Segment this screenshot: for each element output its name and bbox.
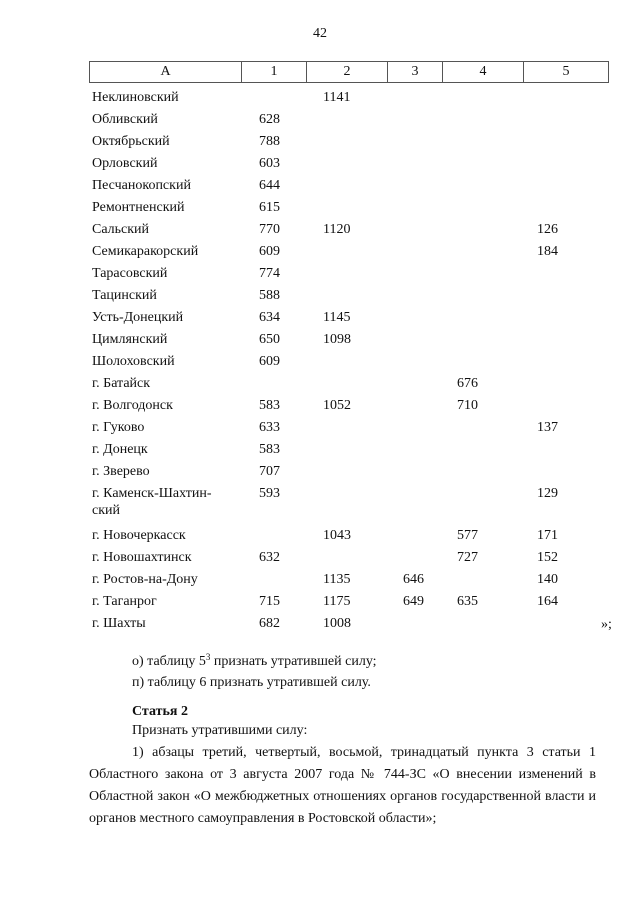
value-cell-col-1: 583 — [259, 398, 280, 413]
article-heading: Статья 2 — [132, 704, 188, 719]
value-cell-col-2: 1043 — [323, 528, 351, 543]
value-cell-col-1: 682 — [259, 616, 280, 631]
value-cell-col-1: 609 — [259, 354, 280, 369]
table-row — [89, 353, 602, 375]
value-cell-col-1: 609 — [259, 244, 280, 259]
value-cell-col-4 — [438, 265, 518, 287]
value-cell-col-4 — [438, 353, 518, 375]
table-row — [89, 287, 602, 309]
table-row — [89, 463, 602, 485]
value-cell-col-4 — [438, 243, 518, 265]
value-cell-col-5: 184 — [537, 244, 558, 259]
value-cell-col-4 — [438, 133, 518, 155]
value-cell-col-5 — [518, 397, 602, 419]
column-header-4: 4 — [443, 62, 524, 83]
value-cell-col-4 — [438, 615, 518, 637]
district-name-cell: Цимлянский — [92, 332, 168, 347]
value-cell-col-2: 1175 — [323, 594, 351, 609]
value-cell-col-1: 583 — [259, 442, 280, 457]
table-row — [89, 615, 602, 637]
value-cell-col-1: 633 — [259, 420, 280, 435]
value-cell-col-1 — [240, 375, 304, 397]
value-cell-col-3 — [384, 243, 438, 265]
table-row — [89, 375, 602, 397]
table-row — [89, 177, 602, 199]
district-name-cell: г. Зверево — [92, 464, 150, 479]
district-name-cell: Обливский — [92, 112, 158, 127]
item-o-prefix: о) таблицу 5 — [132, 654, 206, 669]
value-cell-col-2 — [304, 133, 384, 155]
column-header-5: 5 — [524, 62, 609, 83]
column-header-1: 1 — [242, 62, 307, 83]
value-cell-col-2 — [304, 419, 384, 441]
value-cell-col-3 — [384, 155, 438, 177]
value-cell-col-3 — [384, 485, 438, 527]
value-cell-col-5 — [518, 111, 602, 133]
value-cell-col-3: 646 — [403, 572, 424, 587]
district-name-cell: Семикаракорский — [92, 244, 199, 259]
value-cell-col-3 — [384, 111, 438, 133]
value-cell-col-1: 774 — [259, 266, 280, 281]
value-cell-col-5: 140 — [537, 572, 558, 587]
district-name-cell: Октябрьский — [92, 134, 170, 149]
district-name-cell: Шолоховский — [92, 354, 175, 369]
value-cell-col-2 — [304, 155, 384, 177]
table-row — [89, 133, 602, 155]
table-row — [89, 265, 602, 287]
value-cell-col-2 — [304, 485, 384, 527]
value-cell-col-5 — [518, 309, 602, 331]
column-header-3: 3 — [388, 62, 443, 83]
value-cell-col-2 — [304, 287, 384, 309]
value-cell-col-5 — [518, 133, 602, 155]
value-cell-col-2 — [304, 199, 384, 221]
value-cell-col-4 — [438, 331, 518, 353]
value-cell-col-4 — [438, 221, 518, 243]
table-row — [89, 155, 602, 177]
value-cell-col-2 — [304, 375, 384, 397]
value-cell-col-2: 1141 — [323, 90, 351, 105]
value-cell-col-4: 676 — [457, 376, 478, 391]
table-row — [89, 331, 602, 353]
value-cell-col-3 — [384, 375, 438, 397]
value-cell-col-5 — [518, 353, 602, 375]
district-name-cell: г. Ростов-на-Дону — [92, 572, 198, 587]
table-body — [89, 89, 602, 637]
table-row — [89, 221, 602, 243]
table-row — [89, 485, 602, 527]
value-cell-col-5 — [518, 265, 602, 287]
table-row — [89, 199, 602, 221]
value-cell-col-5 — [518, 177, 602, 199]
value-cell-col-3 — [384, 353, 438, 375]
table-row — [89, 593, 602, 615]
value-cell-col-1 — [240, 571, 304, 593]
district-name-cell: г. Батайск — [92, 376, 151, 391]
value-cell-col-5 — [518, 463, 602, 485]
district-name-cell: Неклиновский — [92, 90, 179, 105]
value-cell-col-5: 152 — [537, 550, 558, 565]
value-cell-col-5: 137 — [537, 420, 558, 435]
item-o-superscript: 3 — [205, 652, 211, 662]
district-name-cell: г. Донецк — [92, 442, 148, 457]
article-item-1: 1) абзацы третий, четвертый, восьмой, тринадцатый пункта 3 статьи 1 Областного закона от 3 августа 2007 года № 744-ЗС «О внесении изменений в Областной закон «О межбюджетных отношениях органов государственной власти и органов местного самоуправления в Ростовской области»; — [89, 745, 596, 826]
value-cell-col-4 — [438, 571, 518, 593]
value-cell-col-4 — [438, 199, 518, 221]
value-cell-col-3 — [384, 287, 438, 309]
value-cell-col-3 — [384, 549, 438, 571]
value-cell-col-2 — [304, 265, 384, 287]
table-row — [89, 397, 602, 419]
value-cell-col-3 — [384, 89, 438, 111]
value-cell-col-3 — [384, 221, 438, 243]
value-cell-col-2: 1120 — [323, 222, 351, 237]
value-cell-col-1: 634 — [259, 310, 280, 325]
value-cell-col-2 — [304, 111, 384, 133]
value-cell-col-1 — [240, 527, 304, 549]
value-cell-col-4 — [438, 419, 518, 441]
table-row — [89, 549, 602, 571]
district-name-cell: г. Каменск-Шахтин- ский — [92, 486, 212, 518]
value-cell-col-4 — [438, 177, 518, 199]
value-cell-col-3 — [384, 199, 438, 221]
value-cell-col-5 — [518, 155, 602, 177]
value-cell-col-5: 171 — [537, 528, 558, 543]
value-cell-col-1: 707 — [259, 464, 280, 479]
value-cell-col-5 — [518, 441, 602, 463]
district-name-cell: г. Гуково — [92, 420, 145, 435]
district-name-cell: Песчанокопский — [92, 178, 191, 193]
value-cell-col-3: 649 — [403, 594, 424, 609]
value-cell-col-4 — [438, 463, 518, 485]
district-name-cell: Тарасовский — [92, 266, 168, 281]
table-row — [89, 89, 602, 111]
value-cell-col-5: 129 — [537, 486, 558, 501]
value-cell-col-1: 628 — [259, 112, 280, 127]
value-cell-col-2 — [304, 441, 384, 463]
value-cell-col-5 — [518, 615, 602, 637]
data-table — [89, 89, 602, 637]
item-o — [132, 646, 377, 673]
value-cell-col-1: 588 — [259, 288, 280, 303]
district-name-cell: Тацинский — [92, 288, 157, 303]
value-cell-col-1: 770 — [259, 222, 280, 237]
district-name-cell: Орловский — [92, 156, 158, 171]
value-cell-col-2 — [304, 463, 384, 485]
value-cell-col-2: 1008 — [323, 616, 351, 631]
value-cell-col-2 — [304, 549, 384, 571]
value-cell-col-1: 593 — [259, 486, 280, 501]
district-name-cell: г. Волгодонск — [92, 398, 173, 413]
value-cell-col-1: 644 — [259, 178, 280, 193]
district-name-cell: г. Новочеркасск — [92, 528, 186, 543]
district-name-cell: г. Новошахтинск — [92, 550, 192, 565]
value-cell-col-1: 615 — [259, 200, 280, 215]
district-name-cell: Ремонтненский — [92, 200, 185, 215]
value-cell-col-4 — [438, 441, 518, 463]
table-row — [89, 309, 602, 331]
value-cell-col-1: 715 — [259, 594, 280, 609]
article-intro: Признать утратившими силу: — [132, 723, 308, 738]
value-cell-col-2 — [304, 353, 384, 375]
value-cell-col-1 — [240, 89, 304, 111]
value-cell-col-2 — [304, 243, 384, 265]
value-cell-col-5 — [518, 199, 602, 221]
value-cell-col-1: 788 — [259, 134, 280, 149]
value-cell-col-2: 1052 — [323, 398, 351, 413]
value-cell-col-5: 126 — [537, 222, 558, 237]
value-cell-col-4: 577 — [457, 528, 478, 543]
value-cell-col-4 — [438, 287, 518, 309]
value-cell-col-4: 710 — [457, 398, 478, 413]
column-header-2: 2 — [307, 62, 388, 83]
value-cell-col-4 — [438, 111, 518, 133]
value-cell-col-4 — [438, 155, 518, 177]
table-row — [89, 571, 602, 593]
value-cell-col-4 — [438, 89, 518, 111]
closing-quote: »; — [601, 617, 612, 632]
district-name-cell: Усть-Донецкий — [92, 310, 184, 325]
table-row — [89, 441, 602, 463]
value-cell-col-3 — [384, 419, 438, 441]
value-cell-col-2: 1098 — [323, 332, 351, 347]
district-name-cell: г. Таганрог — [92, 594, 157, 609]
value-cell-col-4: 635 — [457, 594, 478, 609]
value-cell-col-5 — [518, 89, 602, 111]
value-cell-col-3 — [384, 309, 438, 331]
item-o-suffix: признать утратившей силу; — [210, 654, 377, 669]
value-cell-col-3 — [384, 463, 438, 485]
value-cell-col-3 — [384, 177, 438, 199]
column-header-a: А — [90, 62, 242, 83]
value-cell-col-5 — [518, 287, 602, 309]
value-cell-col-3 — [384, 615, 438, 637]
value-cell-col-2: 1135 — [323, 572, 351, 587]
table-row — [89, 419, 602, 441]
value-cell-col-4 — [438, 485, 518, 527]
value-cell-col-3 — [384, 331, 438, 353]
value-cell-col-5: 164 — [537, 594, 558, 609]
table-row — [89, 527, 602, 549]
value-cell-col-5 — [518, 375, 602, 397]
page-number: 42 — [313, 26, 327, 41]
value-cell-col-1: 603 — [259, 156, 280, 171]
table-row — [89, 111, 602, 133]
value-cell-col-3 — [384, 397, 438, 419]
value-cell-col-2: 1145 — [323, 310, 351, 325]
value-cell-col-5 — [518, 331, 602, 353]
value-cell-col-3 — [384, 133, 438, 155]
table-row — [89, 243, 602, 265]
value-cell-col-3 — [384, 527, 438, 549]
table-header — [89, 61, 609, 83]
value-cell-col-4 — [438, 309, 518, 331]
district-name-cell: г. Шахты — [92, 616, 146, 631]
value-cell-col-1: 632 — [259, 550, 280, 565]
item-p: п) таблицу 6 признать утратившей силу. — [132, 675, 371, 690]
value-cell-col-2 — [304, 177, 384, 199]
value-cell-col-3 — [384, 441, 438, 463]
value-cell-col-4: 727 — [457, 550, 478, 565]
district-name-cell: Сальский — [92, 222, 150, 237]
value-cell-col-1: 650 — [259, 332, 280, 347]
value-cell-col-3 — [384, 265, 438, 287]
